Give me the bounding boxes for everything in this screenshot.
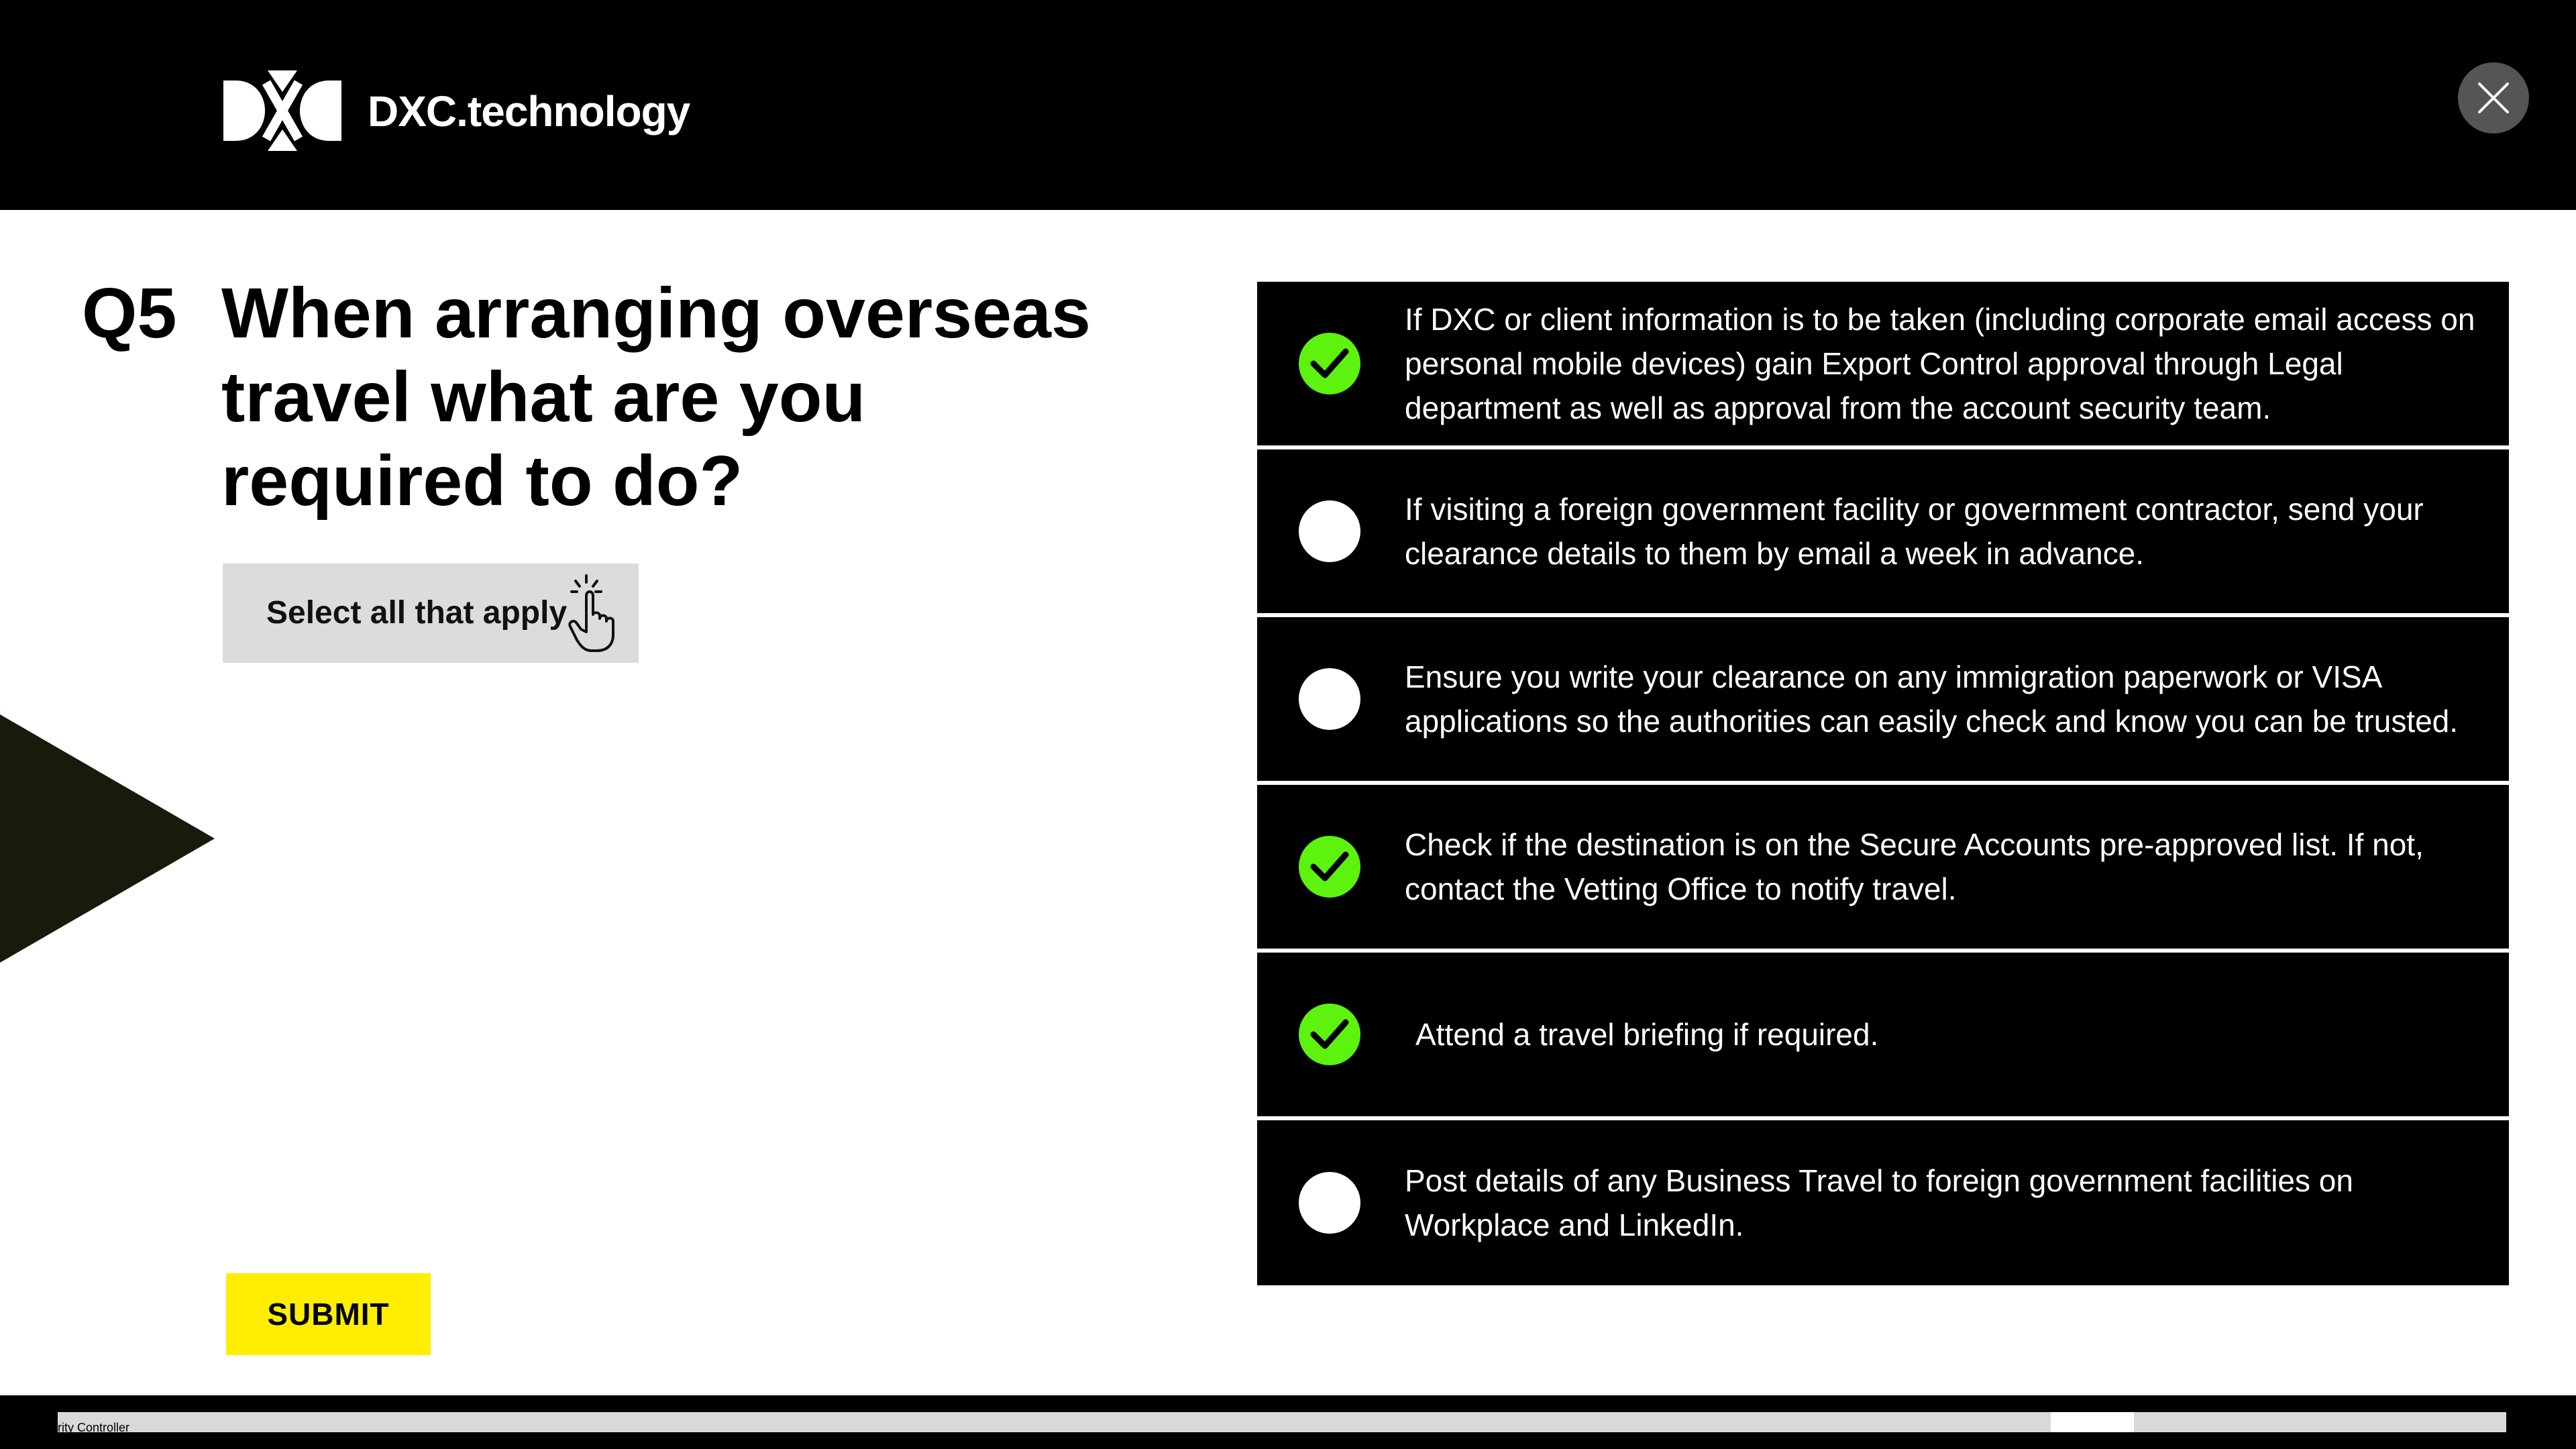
hint-label: Select all that apply [266,595,568,631]
submit-button[interactable] [226,1273,431,1355]
answer-option-1[interactable] [1257,282,2509,449]
footer-bar [0,1395,2576,1449]
course-progress-thumb[interactable] [2051,1412,2134,1432]
brand-name: DXC.technology [368,87,690,136]
close-icon [2477,81,2510,115]
close-button[interactable] [2458,62,2529,133]
select-all-hint [223,564,639,663]
check-icon [1308,1014,1351,1055]
answer-option-3[interactable] [1257,617,2509,785]
answer-option-text: If DXC or client information is to be taken (including corporate email access on personal mobile devices) gain Export Control approval through Legal department as well as approval from the account security team. [1405,302,2475,425]
checkbox-unchecked[interactable] [1299,668,1360,730]
answer-options-list [1257,282,2509,1285]
answer-option-5[interactable] [1257,953,2509,1120]
dxc-logo-icon [223,70,341,151]
footer-label: rity Controller [58,1421,130,1434]
checkbox-checked[interactable] [1299,333,1360,394]
course-progress-track[interactable] [58,1412,2506,1432]
checkbox-checked[interactable] [1299,1004,1360,1065]
answer-option-text: Ensure you write your clearance on any immigration paperwork or VISA applications so the authorities can easily check and know you can be trusted. [1405,659,2459,739]
answer-option-6[interactable] [1257,1120,2509,1285]
answer-option-4[interactable] [1257,785,2509,953]
header-bar [0,0,2576,210]
checkbox-unchecked[interactable] [1299,500,1360,562]
check-icon [1308,847,1351,887]
answer-option-2[interactable] [1257,449,2509,617]
answer-option-text: Post details of any Business Travel to foreign government facilities on Workplace and LinkedIn. [1405,1163,2353,1242]
question-text: When arranging overseas travel what are you required to do? [221,274,1091,521]
checkbox-checked[interactable] [1299,836,1360,898]
answer-option-text: Check if the destination is on the Secure Accounts pre-approved list. If not, contact the Vetting Office to notify travel. [1405,827,2424,906]
answer-option-text: Attend a travel briefing if required. [1415,1017,1879,1052]
question-number: Q5 [82,274,177,353]
pointer-hand-icon [566,573,624,653]
check-icon [1308,343,1351,384]
answer-option-text: If visiting a foreign government facility or government contractor, send your clearance details to them by email a week in advance. [1405,492,2424,571]
submit-label: SUBMIT [267,1297,390,1332]
checkbox-unchecked[interactable] [1299,1172,1360,1234]
decorative-triangle [0,714,215,963]
